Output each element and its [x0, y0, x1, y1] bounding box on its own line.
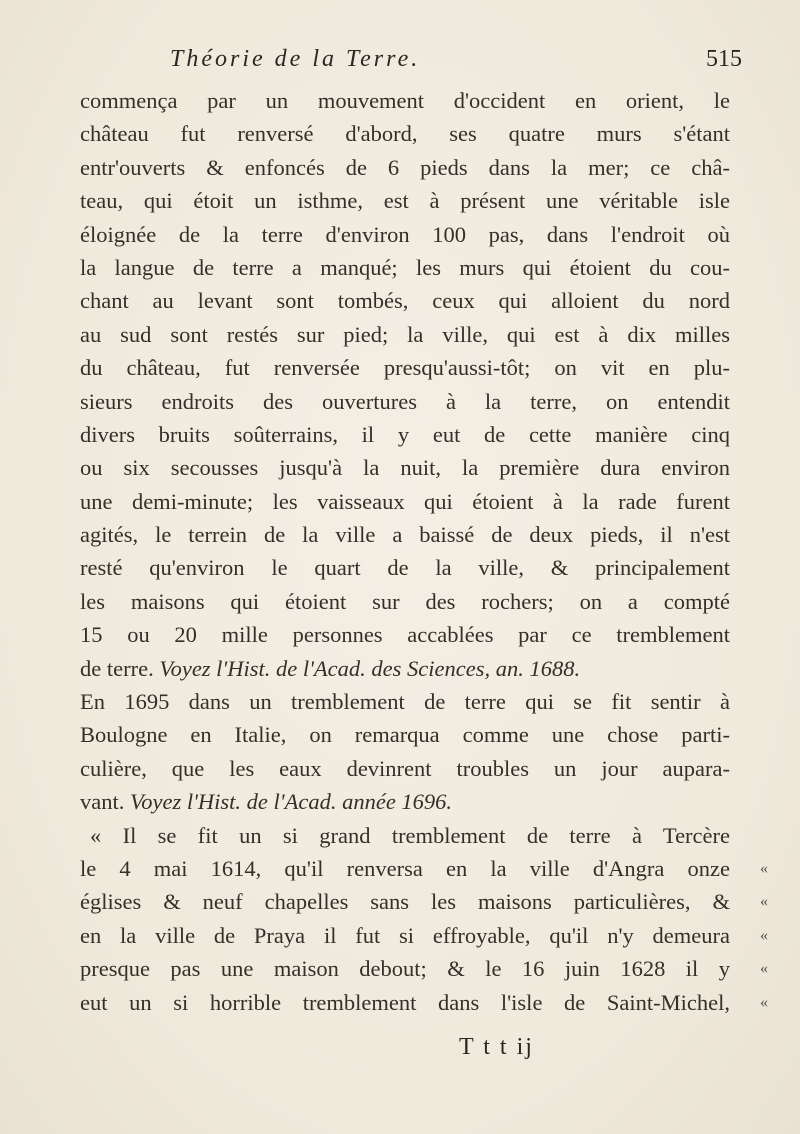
page-number: 515	[706, 46, 742, 72]
page-header	[60, 46, 760, 82]
running-title: Théorie de la Terre.	[170, 46, 421, 72]
body-text	[80, 84, 768, 1019]
reference-lead: de terre.	[80, 655, 160, 681]
text-line: Boulogne en Italie, on remarqua comme une chose parti-	[80, 722, 730, 748]
text-line: la langue de terre a manqué; les murs qui étoient du cou-	[80, 254, 730, 280]
text-line: En 1695 dans un tremblement de terre qui se fit sentir à	[80, 689, 730, 715]
quote-line	[80, 819, 730, 852]
text-line: culière, que les eaux devinrent troubles un jour aupara-	[80, 755, 730, 781]
text-line: entr'ouverts & enfoncés de 6 pieds dans la mer; ce châ-	[80, 154, 730, 180]
text-line: château fut renversé d'abord, ses quatre murs s'étant	[80, 121, 730, 147]
text-line: chant au levant sont tombés, ceux qui alloient du nord	[80, 288, 730, 314]
reference-lead: vant.	[80, 789, 130, 815]
quote-text: « Il se fit un si grand tremblement de terre à Tercère	[90, 822, 730, 848]
quote-mark: «	[760, 993, 768, 1011]
text-line: sieurs endroits des ouvertures à la terre, on entendit	[80, 388, 730, 414]
quote-mark: «	[760, 859, 768, 877]
quote-line	[80, 952, 768, 985]
quote-mark: «	[760, 893, 768, 911]
text-line: divers bruits soûterrains, il y eut de cette manière cinq	[80, 421, 730, 447]
quote-line	[80, 852, 768, 885]
quote-line	[80, 919, 768, 952]
text-line: éloignée de la terre d'environ 100 pas, dans l'endroit où	[80, 221, 730, 247]
text-line: teau, qui étoit un isthme, est à présent une véritable isle	[80, 188, 730, 214]
quote-line	[80, 986, 768, 1019]
reference-citation: Voyez l'Hist. de l'Acad. des Sciences, an. 1688.	[159, 655, 581, 681]
quote-line	[80, 885, 768, 918]
text-line: au sud sont restés sur pied; la ville, qui est à dix milles	[80, 321, 730, 347]
reference-citation: Voyez l'Hist. de l'Acad. année 1696.	[130, 789, 453, 815]
text-line: du château, fut renversée presqu'aussi-tôt; on vit en plu-	[80, 355, 730, 381]
text-line: 15 ou 20 mille personnes accablées par ce tremblement	[80, 622, 730, 648]
text-line: une demi-minute; les vaisseaux qui étoient à la rade furent	[80, 488, 730, 514]
text-line: resté qu'environ le quart de la ville, & principalement	[80, 555, 730, 581]
text-line: ou six secousses jusqu'à la nuit, la première dura environ	[80, 455, 730, 481]
text-line: les maisons qui étoient sur des rochers; on a compté	[80, 588, 730, 614]
quote-mark: «	[760, 960, 768, 978]
quote-mark: «	[760, 926, 768, 944]
reference-line	[80, 652, 730, 685]
quote-text: églises & neuf chapelles sans les maisons particulières, &	[80, 889, 730, 915]
quote-text: eut un si horrible tremblement dans l'isle de Saint-Michel,	[80, 989, 730, 1015]
quote-text: presque pas une maison debout; & le 16 juin 1628 il y	[80, 956, 730, 982]
quote-text: le 4 mai 1614, qu'il renversa en la ville d'Angra onze	[80, 855, 730, 881]
signature-mark: T t t ij	[459, 1034, 534, 1060]
text-line: agités, le terrein de la ville a baissé de deux pieds, il n'est	[80, 522, 730, 548]
reference-line	[80, 785, 730, 818]
quote-text: en la ville de Praya il fut si effroyable, qu'il n'y demeura	[80, 922, 730, 948]
text-line: commença par un mouvement d'occident en orient, le	[80, 88, 730, 113]
